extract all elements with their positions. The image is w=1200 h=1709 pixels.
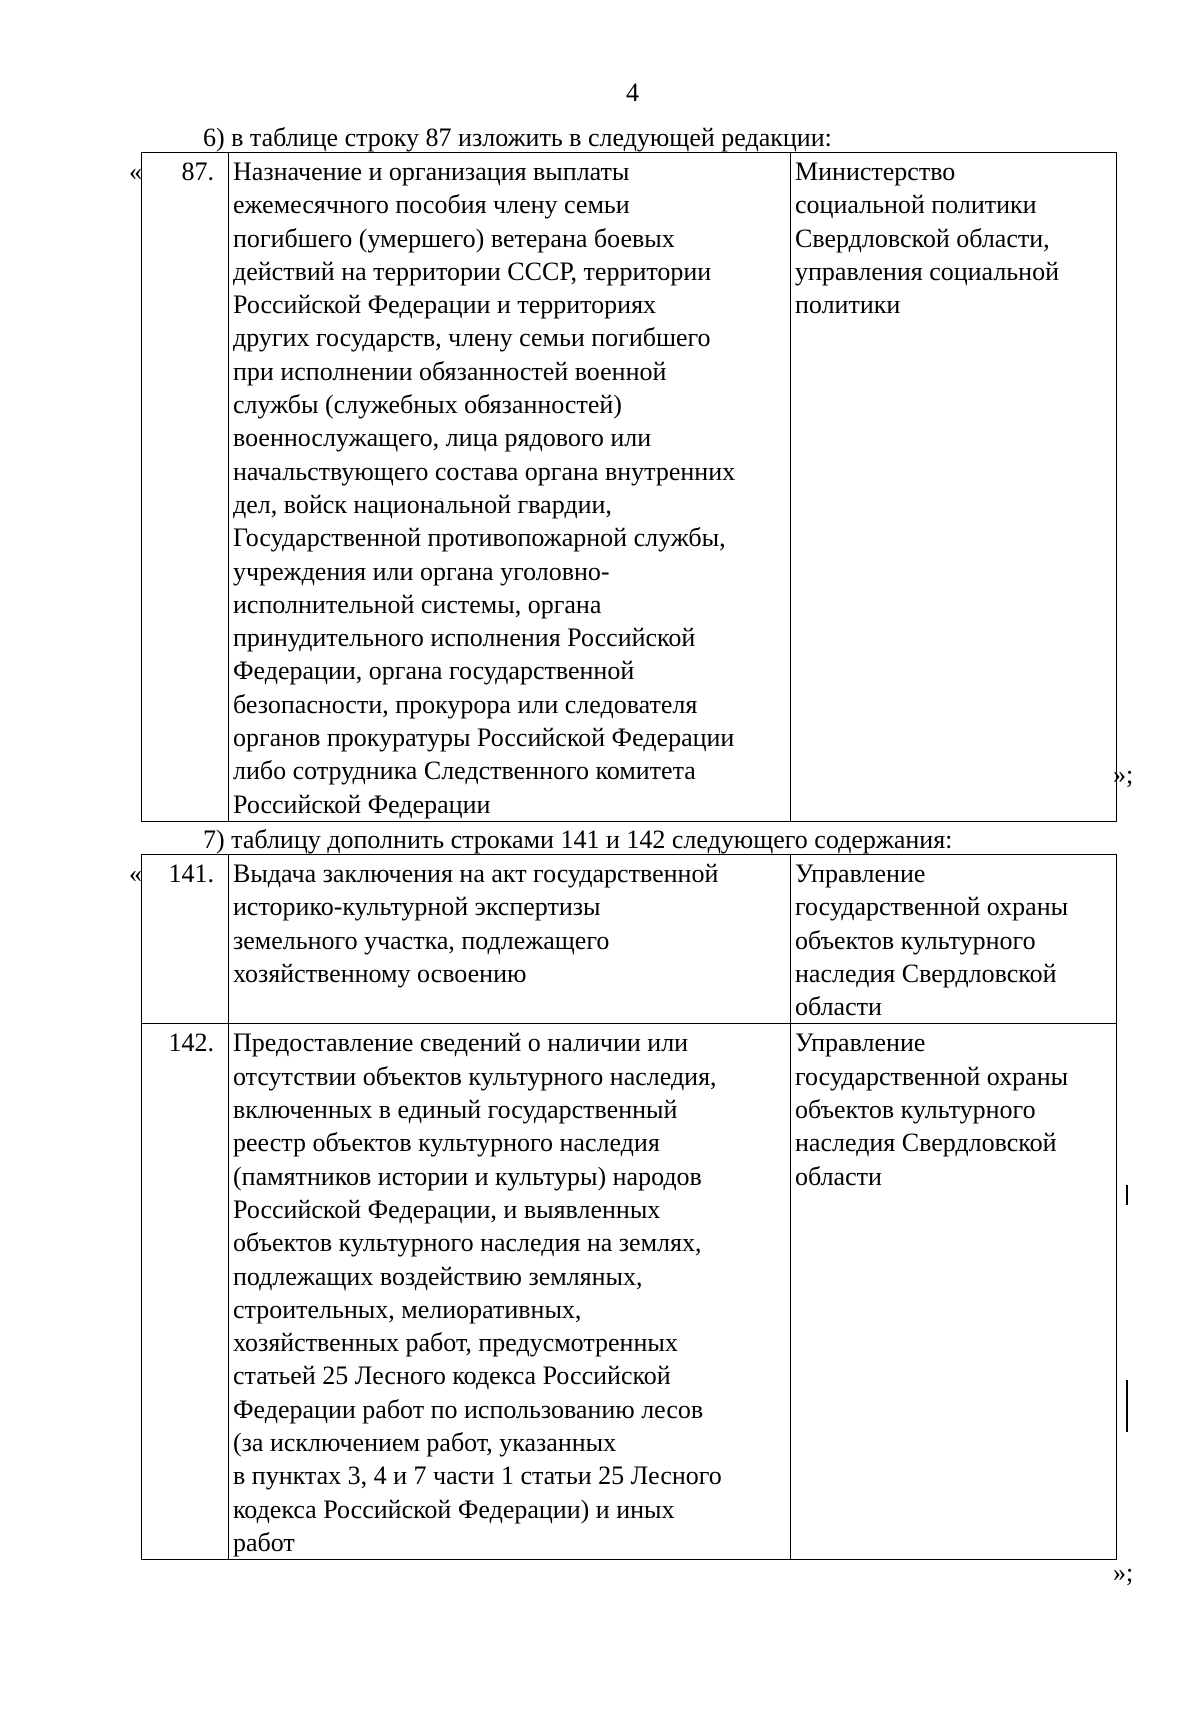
text-line: действий на территории СССР, территории bbox=[233, 256, 712, 286]
text-line: ежемесячного пособия члену семьи bbox=[233, 190, 630, 220]
text-line: хозяйственных работ, предусмотренных bbox=[233, 1328, 678, 1358]
text-line: статьей 25 Лесного кодекса Российской bbox=[233, 1361, 671, 1391]
text-line: безопасности, прокурора или следователя bbox=[233, 689, 698, 719]
text-line: либо сотрудника Следственного комитета bbox=[233, 756, 696, 786]
text-line: учреждения или органа уголовно- bbox=[233, 556, 610, 586]
text-line: области bbox=[795, 992, 882, 1022]
text-line: строительных, мелиоративных, bbox=[233, 1294, 582, 1324]
service-description bbox=[229, 1024, 791, 1560]
text-line: объектов культурного наследия на землях, bbox=[233, 1228, 702, 1258]
text-line: службы (служебных обязанностей) bbox=[233, 390, 622, 420]
text-line: хозяйственному освоению bbox=[233, 958, 527, 988]
text-line: области bbox=[795, 1161, 882, 1191]
text-line: органов прокуратуры Российской Федерации bbox=[233, 723, 735, 753]
text-line: Предоставление сведений о наличии или bbox=[233, 1028, 689, 1058]
text-line: историко-культурной экспертизы bbox=[233, 892, 601, 922]
text-line: Федерации работ по использованию лесов bbox=[233, 1394, 704, 1424]
text-line: наследия Свердловской bbox=[795, 1128, 1057, 1158]
text-line: кодекса Российской Федерации) и иных bbox=[233, 1494, 675, 1524]
row-number: 142. bbox=[142, 1024, 229, 1560]
text-line: дел, войск национальной гвардии, bbox=[233, 489, 612, 519]
text-line: объектов культурного bbox=[795, 925, 1036, 955]
text-line: (за исключением работ, указанных bbox=[233, 1428, 617, 1458]
text-line: управления социальной bbox=[795, 256, 1059, 286]
text-line: других государств, члену семьи погибшего bbox=[233, 323, 711, 353]
text-line: Российской Федерации, и выявленных bbox=[233, 1194, 661, 1224]
responsible-organization bbox=[791, 1024, 1117, 1560]
table-rows-141-142-addition bbox=[141, 854, 1117, 1560]
service-description bbox=[229, 855, 791, 1024]
scan-artifact-mark bbox=[1126, 1185, 1128, 1205]
text-line: включенных в единый государственный bbox=[233, 1095, 678, 1125]
text-line: Назначение и организация выплаты bbox=[233, 157, 630, 186]
text-line: отсутствии объектов культурного наследия, bbox=[233, 1061, 717, 1091]
scan-artifact-mark bbox=[1126, 1380, 1128, 1432]
table-row bbox=[142, 153, 1117, 822]
text-line: Выдача заключения на акт государственной bbox=[233, 859, 719, 888]
text-line: принудительного исполнения Российской bbox=[233, 623, 696, 653]
text-line: в пунктах 3, 4 и 7 части 1 статьи 25 Лесного bbox=[233, 1461, 722, 1491]
page-number: 4 bbox=[626, 78, 639, 107]
table-row-87-amendment bbox=[141, 152, 1117, 822]
text-line: при исполнении обязанностей военной bbox=[233, 356, 667, 386]
text-line: подлежащих воздействию земляных, bbox=[233, 1261, 643, 1291]
instruction-item-7: 7) таблицу дополнить строками 141 и 142 следующего содержания: bbox=[203, 825, 953, 854]
text-line: объектов культурного bbox=[795, 1095, 1036, 1125]
text-line: Российской Федерации bbox=[233, 789, 491, 819]
responsible-organization bbox=[791, 855, 1117, 1024]
text-line: исполнительной системы, органа bbox=[233, 589, 602, 619]
row-number: 87. bbox=[142, 153, 229, 822]
table-row bbox=[142, 855, 1117, 1024]
row-number: 141. bbox=[142, 855, 229, 1024]
text-line: Министерство bbox=[795, 157, 956, 186]
closing-quote-row-87: »; bbox=[1113, 760, 1134, 789]
text-line: Российской Федерации и территориях bbox=[233, 290, 657, 320]
responsible-organization bbox=[791, 153, 1117, 822]
opening-quote-rows-141-142: « bbox=[129, 859, 142, 888]
text-line: военнослужащего, лица рядового или bbox=[233, 423, 652, 453]
text-line: Управление bbox=[795, 859, 926, 888]
text-line: государственной охраны bbox=[795, 1061, 1069, 1091]
instruction-item-6: 6) в таблице строку 87 изложить в следующей редакции: bbox=[203, 123, 832, 152]
table-row bbox=[142, 1024, 1117, 1560]
text-line: социальной политики bbox=[795, 190, 1037, 220]
text-line: земельного участка, подлежащего bbox=[233, 925, 610, 955]
text-line: политики bbox=[795, 290, 901, 320]
text-line: наследия Свердловской bbox=[795, 958, 1057, 988]
closing-quote-row-142: »; bbox=[1113, 1558, 1134, 1587]
service-description bbox=[229, 153, 791, 822]
text-line: работ bbox=[233, 1527, 295, 1557]
text-line: (памятников истории и культуры) народов bbox=[233, 1161, 702, 1191]
text-line: Федерации, органа государственной bbox=[233, 656, 635, 686]
opening-quote-row-87: « bbox=[129, 157, 142, 186]
text-line: начальствующего состава органа внутренних bbox=[233, 456, 736, 486]
text-line: государственной охраны bbox=[795, 892, 1069, 922]
text-line: погибшего (умершего) ветерана боевых bbox=[233, 223, 675, 253]
text-line: реестр объектов культурного наследия bbox=[233, 1128, 660, 1158]
text-line: Свердловской области, bbox=[795, 223, 1050, 253]
text-line: Управление bbox=[795, 1028, 926, 1058]
text-line: Государственной противопожарной службы, bbox=[233, 523, 726, 553]
